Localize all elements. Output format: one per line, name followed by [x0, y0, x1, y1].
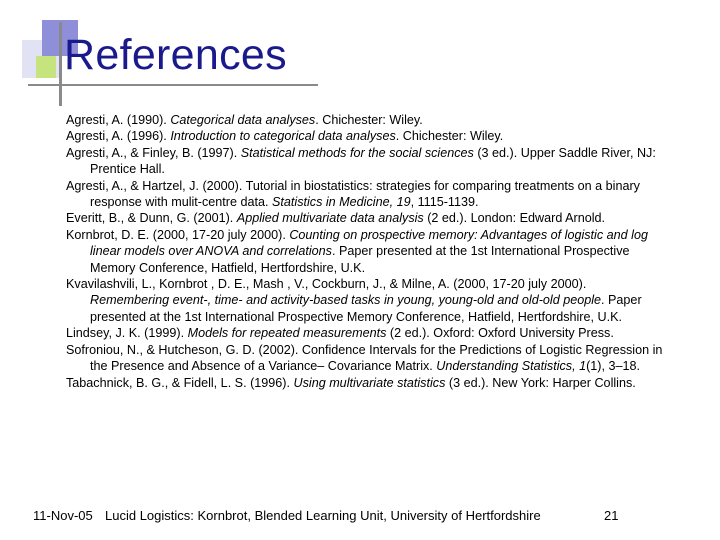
reference-text: Lindsey, J. K. (1999).: [66, 326, 188, 341]
reference-text: . Chichester: Wiley.: [395, 129, 504, 144]
reference-text: (2 ed.). London: Edward Arnold.: [423, 211, 606, 226]
reference-text: (3 ed.). New York: Harper Collins.: [445, 375, 636, 390]
decor-vertical-line: [59, 22, 62, 106]
reference-text: Kvavilashvili, L., Kornbrot , D. E., Mash , V., Cockburn, J., & Milne, A. (2000, 17-20 july 2000).: [66, 277, 587, 292]
reference-item: [66, 112, 666, 128]
reference-italic-title: Remembering event-, time- and activity-based tasks in young, young-old and old-old people: [90, 293, 602, 308]
reference-text: . Paper presented at the 1st International Prospective Memory Conference, Hatfield, Hertfordshire, U.K.: [90, 244, 630, 275]
reference-text: (2 ed.). Oxford: Oxford University Press.: [386, 326, 614, 341]
reference-italic-title: Statistical methods for the social sciences: [240, 145, 474, 160]
reference-item: [66, 210, 666, 226]
reference-item: [66, 342, 666, 375]
reference-italic-title: Introduction to categorical data analyses: [170, 129, 396, 144]
reference-item: [66, 276, 666, 325]
reference-item: [66, 128, 666, 144]
page-number: 21: [604, 508, 619, 523]
reference-item: [66, 227, 666, 276]
reference-italic-title: Understanding Statistics, 1: [436, 359, 587, 374]
reference-text: . Chichester: Wiley.: [315, 113, 423, 127]
reference-text: Agresti, A. (1990).: [66, 113, 171, 127]
reference-item: [66, 375, 666, 391]
reference-text: Agresti, A., & Finley, B. (1997).: [66, 145, 241, 160]
reference-text: (3 ed.). Upper Saddle River, NJ: Prentice Hall.: [90, 145, 656, 177]
reference-list: [66, 112, 666, 391]
footer-date: 11-Nov-05: [33, 508, 93, 523]
decor-horizontal-line: [28, 84, 318, 86]
slide-footer: [0, 508, 720, 526]
reference-italic-title: Categorical data analyses: [170, 113, 316, 127]
reference-italic-title: Statistics in Medicine, 19: [272, 195, 411, 210]
reference-item: [66, 145, 666, 178]
reference-italic-title: Applied multivariate data analysis: [236, 211, 424, 226]
decor-green-square: [36, 56, 56, 78]
reference-text: Tabachnick, B. G., & Fidell, L. S. (1996).: [66, 375, 294, 390]
reference-text: Agresti, A. (1996).: [66, 129, 171, 144]
reference-text: Everitt, B., & Dunn, G. (2001).: [66, 211, 237, 226]
reference-italic-title: Using multivariate statistics: [293, 375, 446, 390]
reference-italic-title: Counting on prospective memory: Advantages of logistic and log linear models over ANOVA and correlations: [90, 227, 648, 259]
slide-title: References: [64, 31, 287, 79]
reference-italic-title: Models for repeated measurements: [187, 326, 387, 341]
reference-item: [66, 325, 666, 341]
reference-item: [66, 178, 666, 211]
reference-text: Sofroniou, N., & Hutcheson, G. D. (2002). Confidence Intervals for the Predictions of Logistic Regression in the Presence and Absence of a Variance– Covariance Matrix.: [66, 342, 663, 374]
reference-text: (1), 3–18.: [586, 359, 641, 374]
reference-text: , 1115-1139.: [410, 195, 479, 210]
reference-text: Kornbrot, D. E. (2000, 17-20 july 2000).: [66, 227, 290, 242]
footer-source: Lucid Logistics: Kornbrot, Blended Learning Unit, University of Hertfordshire: [105, 508, 541, 523]
reference-text: . Paper presented at the 1st International Prospective Memory Conference, Hatfield, Hertfordshire, U.K.: [90, 293, 642, 324]
reference-text: Agresti, A., & Hartzel, J. (2000). Tutorial in biostatistics: strategies for comparing treatments on a binary response with mulit-centre data.: [66, 178, 640, 210]
